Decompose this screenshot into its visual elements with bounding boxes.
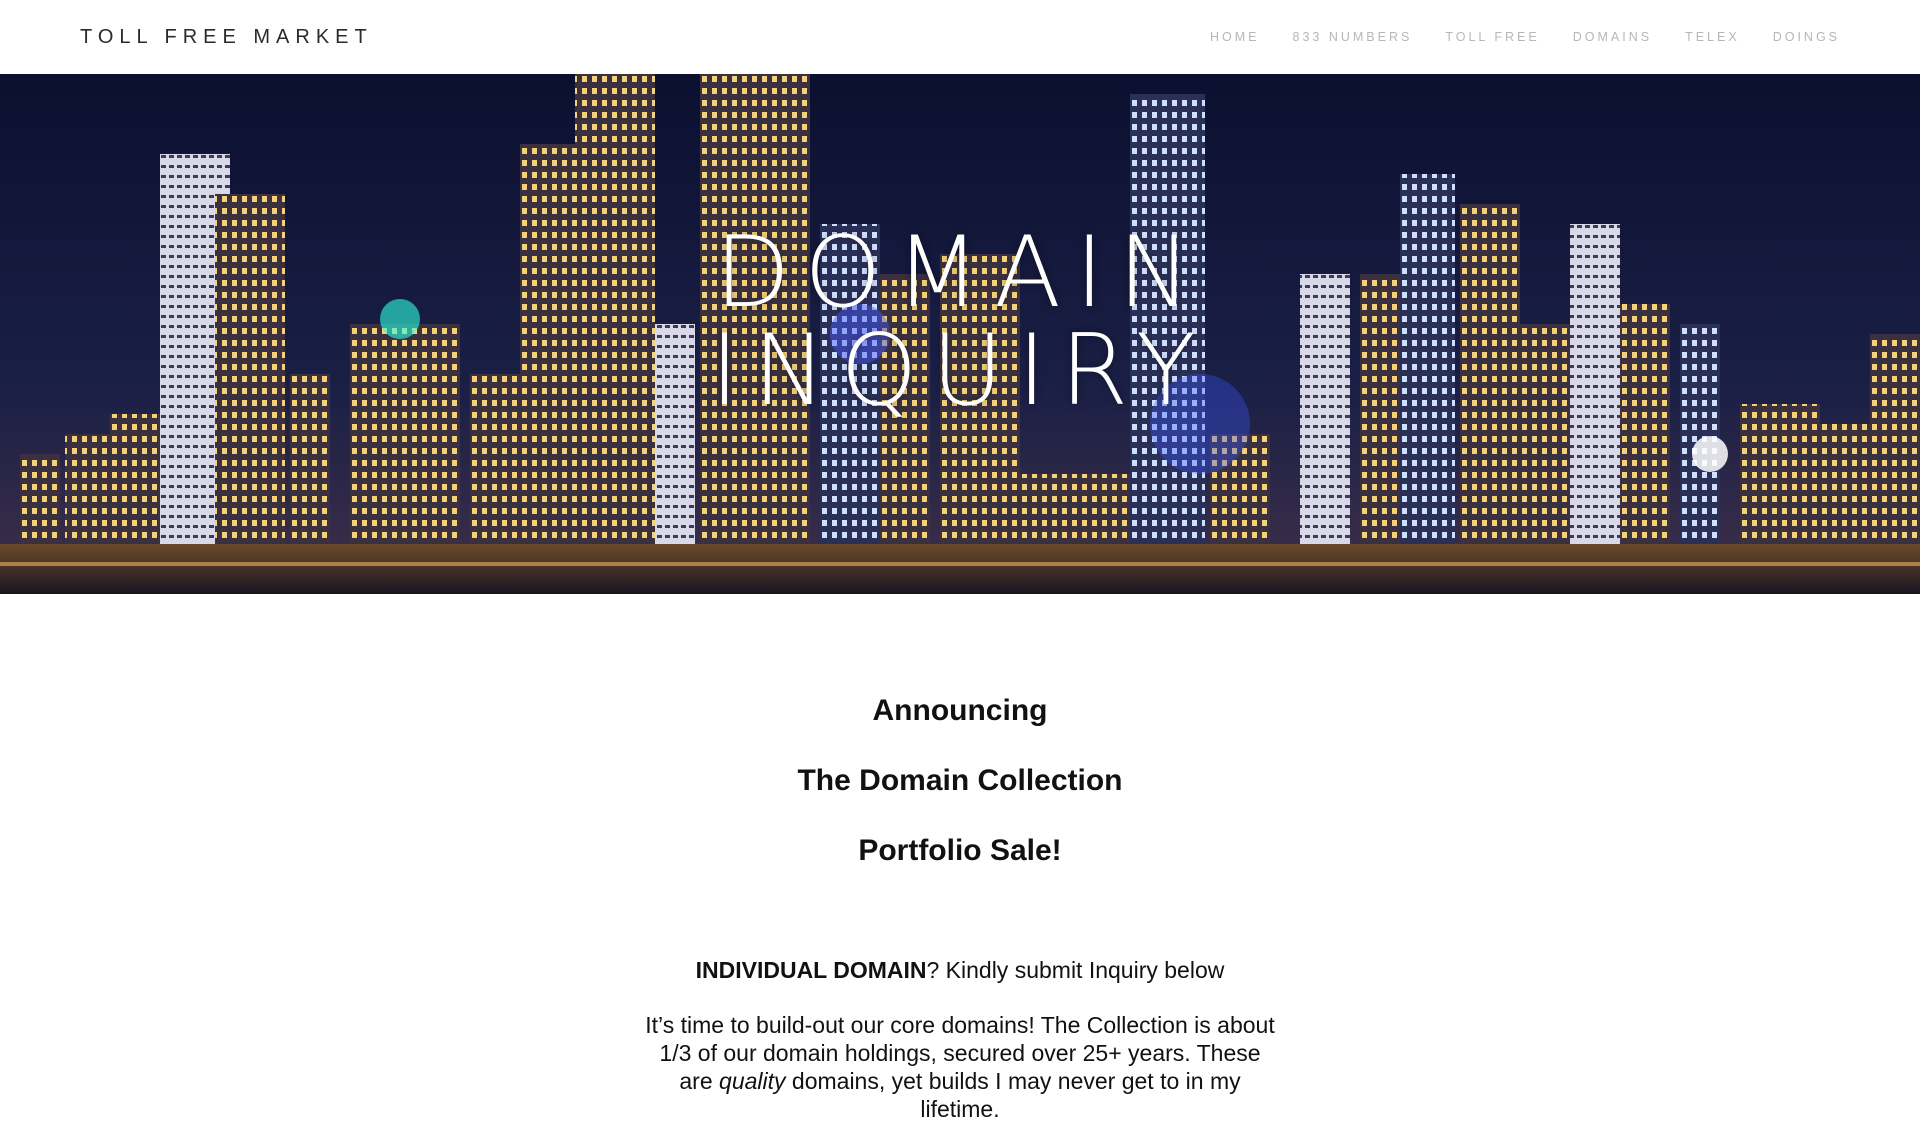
hero-title-line-2: INQUIRY <box>710 314 1210 428</box>
main-nav <box>1210 30 1840 44</box>
nav-telex[interactable]: TELEX <box>1685 30 1740 44</box>
nav-toll-free[interactable]: TOLL FREE <box>1445 30 1540 44</box>
nav-833-numbers[interactable]: 833 NUMBERS <box>1292 30 1413 44</box>
nav-home[interactable]: HOME <box>1210 30 1260 44</box>
individual-domain-line <box>0 957 1920 984</box>
collection-description <box>640 1011 1280 1123</box>
inquiry-instruction: ? Kindly submit Inquiry below <box>926 957 1225 983</box>
hero-title <box>0 216 1920 428</box>
description-part-1: It’s time to build-out our core domains! The Collection is about 1/3 of our domain holdings, secured over 25+ years. These are <box>645 1012 1275 1094</box>
description-quality: quality <box>719 1068 786 1094</box>
hero-title-line-1: DOMAIN <box>714 216 1206 330</box>
individual-domain-label: INDIVIDUAL DOMAIN <box>695 957 927 983</box>
heading-portfolio-sale: Portfolio Sale! <box>858 834 1062 867</box>
hero-banner <box>0 74 1920 594</box>
description-part-2: domains, yet builds I may never get to in my lifetime. <box>785 1068 1241 1122</box>
site-header <box>0 0 1920 74</box>
heading-domain-collection: The Domain Collection <box>797 764 1123 797</box>
heading-announcing: Announcing <box>872 694 1048 727</box>
nav-doings[interactable]: DOINGS <box>1772 30 1840 44</box>
site-brand-link[interactable]: TOLL FREE MARKET <box>80 25 373 48</box>
nav-domains[interactable]: DOMAINS <box>1572 30 1653 44</box>
